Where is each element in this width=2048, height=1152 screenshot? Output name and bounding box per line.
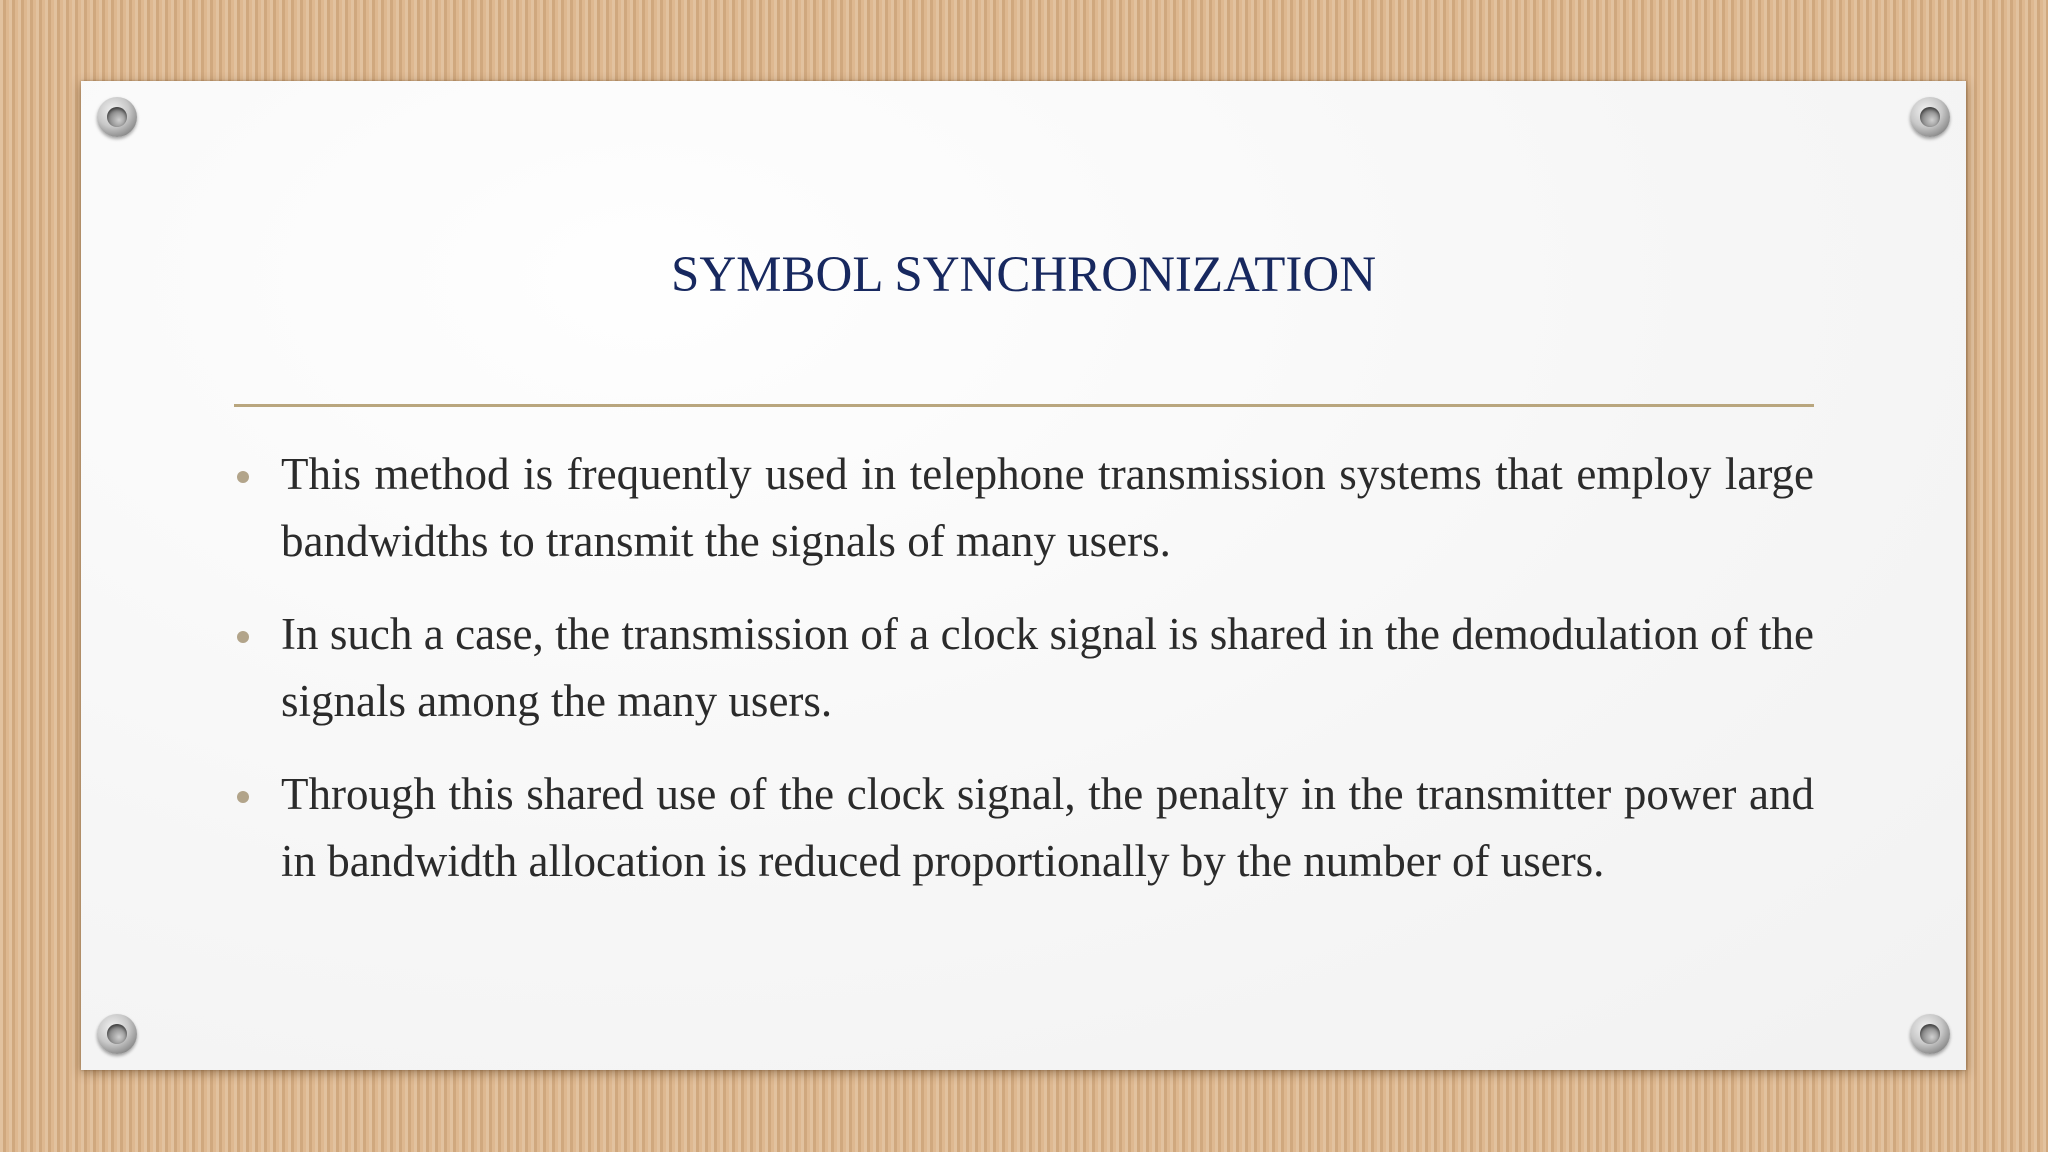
grommet-icon: [97, 97, 137, 137]
bullet-text: This method is frequently used in telephone transmission systems that employ large bandwidths to transmit the signals of many users.: [281, 449, 1814, 566]
bullet-item: [234, 601, 1814, 735]
slide-title: SYMBOL SYNCHRONIZATION: [670, 247, 1377, 303]
title-divider: [234, 404, 1814, 407]
bullet-icon: [237, 791, 249, 803]
bullet-item: [234, 441, 1814, 575]
grommet-icon: [1910, 1014, 1950, 1054]
bullet-text: Through this shared use of the clock signal, the penalty in the transmitter power and in bandwidth allocation is reduced proportionally by the number of users.: [281, 769, 1814, 886]
bullet-item: [234, 761, 1814, 895]
bullet-icon: [237, 631, 249, 643]
bullet-list: [234, 441, 1814, 921]
bullet-text: In such a case, the transmission of a clock signal is shared in the demodulation of the signals among the many users.: [281, 609, 1814, 726]
slide-board: [81, 81, 1966, 1070]
grommet-icon: [97, 1014, 137, 1054]
grommet-icon: [1910, 97, 1950, 137]
bullet-icon: [237, 471, 249, 483]
